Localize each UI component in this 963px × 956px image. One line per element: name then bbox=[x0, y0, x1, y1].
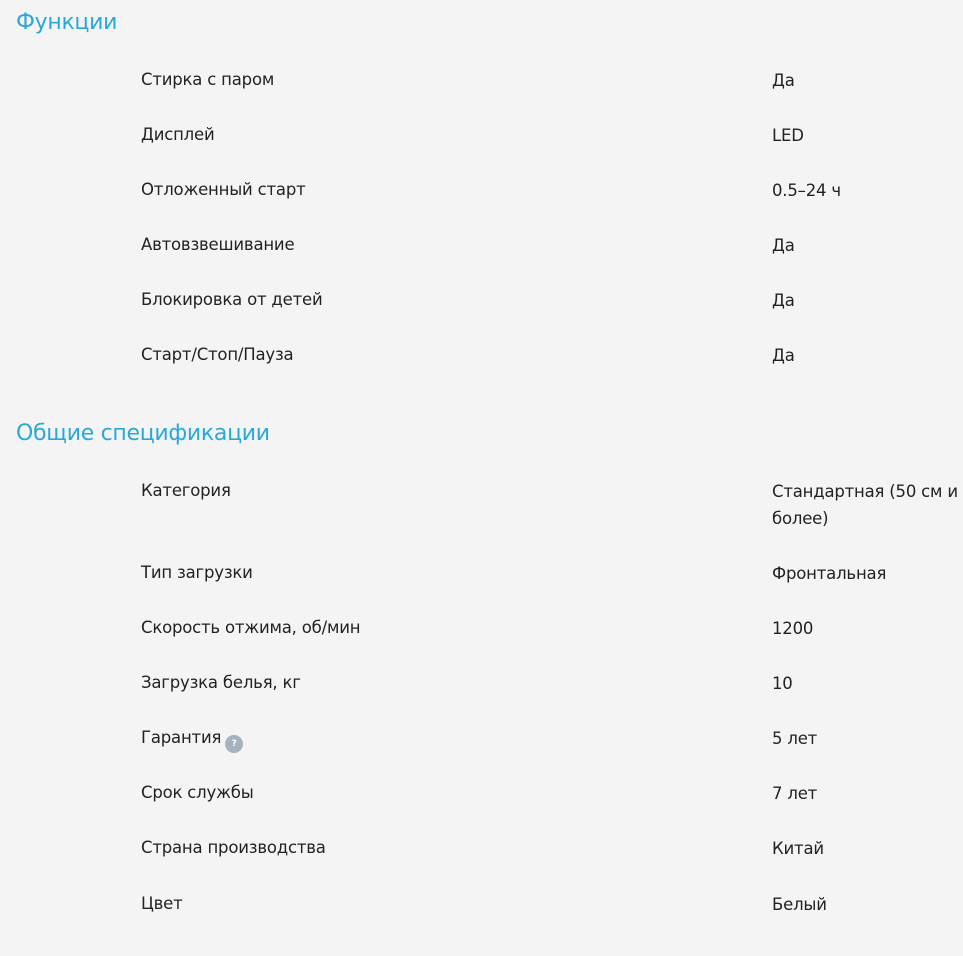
spec-value: 10 bbox=[772, 674, 793, 693]
spec-value: Да bbox=[772, 71, 795, 90]
spec-label: Загрузка белья, кг bbox=[141, 673, 301, 692]
spec-value: Да bbox=[772, 346, 795, 365]
spec-value: 7 лет bbox=[772, 784, 818, 803]
spec-label: Блокировка от детей bbox=[141, 290, 323, 309]
spec-value: Да bbox=[772, 291, 795, 310]
spec-label: Категория bbox=[141, 481, 231, 500]
spec-label: Страна производства bbox=[141, 838, 326, 857]
spec-label-warranty bbox=[141, 725, 243, 753]
spec-value: Да bbox=[772, 236, 795, 255]
spec-value: Китай bbox=[772, 839, 824, 858]
spec-value: 1200 bbox=[772, 619, 814, 638]
spec-label: Скорость отжима, об/мин bbox=[141, 618, 361, 637]
spec-label: Цвет bbox=[141, 894, 183, 913]
spec-label: Срок службы bbox=[141, 783, 254, 802]
spec-value: Фронтальная bbox=[772, 564, 887, 583]
spec-value: 5 лет bbox=[772, 729, 818, 748]
question-mark-icon[interactable]: ? bbox=[225, 735, 243, 753]
spec-value: 0.5–24 ч bbox=[772, 181, 841, 200]
spec-label: Автовзвешивание bbox=[141, 235, 295, 254]
spec-label: Старт/Стоп/Пауза bbox=[141, 345, 294, 364]
spec-value: Стандартная (50 см и более) bbox=[772, 482, 958, 528]
spec-label: Дисплей bbox=[141, 125, 215, 144]
spec-label: Отложенный старт bbox=[141, 180, 306, 199]
spec-label: Тип загрузки bbox=[141, 563, 253, 582]
spec-value: LED bbox=[772, 126, 804, 145]
spec-label: Стирка с паром bbox=[141, 70, 275, 89]
section-title-functions: Функции bbox=[16, 10, 118, 35]
spec-value: Белый bbox=[772, 895, 827, 914]
spec-label-text: Гарантия bbox=[141, 728, 222, 747]
section-title-general-specs: Общие спецификации bbox=[16, 421, 270, 446]
